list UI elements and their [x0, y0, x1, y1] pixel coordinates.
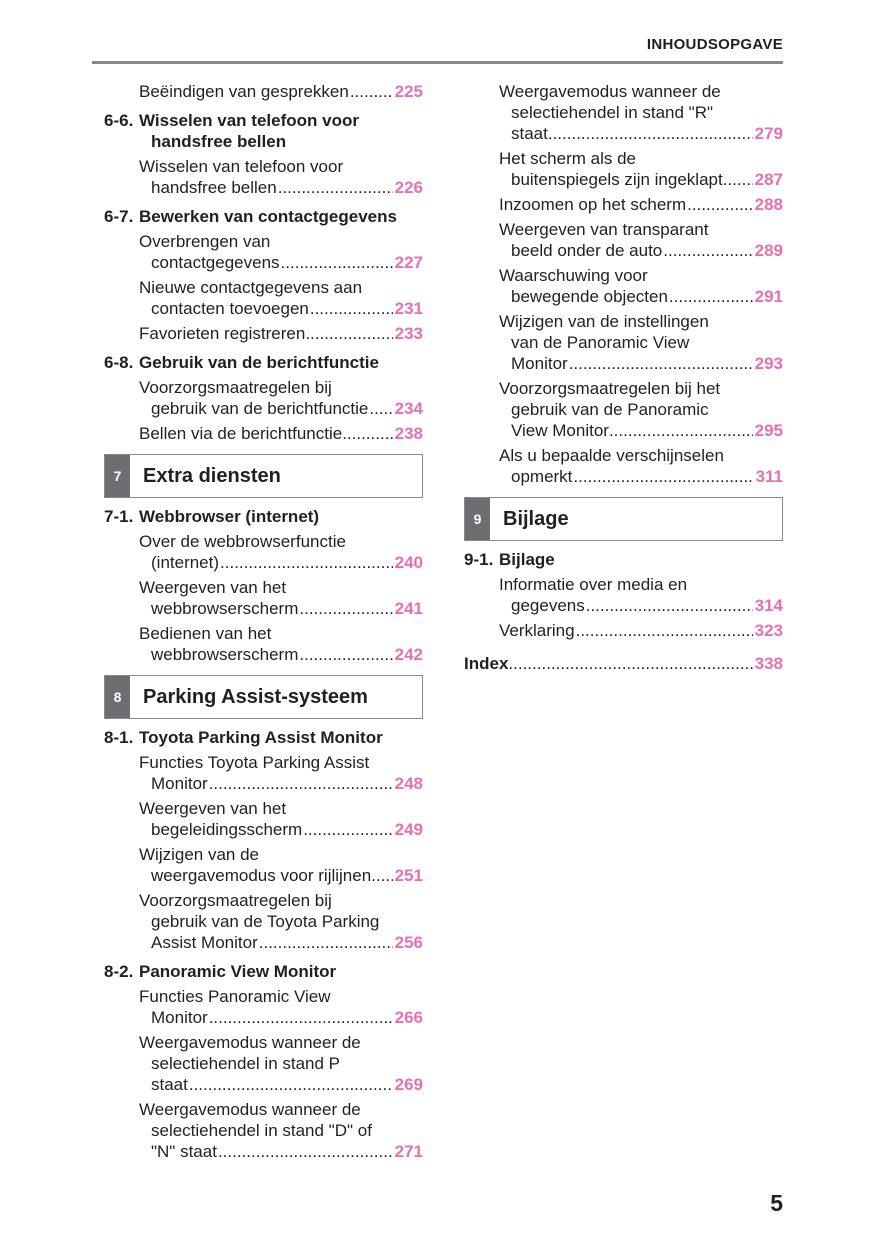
entry-text: Weergeven van transparant — [499, 220, 709, 239]
page-ref[interactable]: 269 — [394, 1075, 423, 1094]
toc-entry[interactable] — [464, 194, 783, 215]
entry-text: bewegende objecten — [511, 287, 668, 306]
toc-entry[interactable] — [464, 378, 783, 441]
entry-text: Nieuwe contactgegevens aan — [139, 278, 363, 297]
entry-text: selectiehendel in stand "R" — [511, 103, 714, 122]
chapter-title: Bijlage — [503, 507, 569, 530]
header-title: INHOUDSOPGAVE — [646, 36, 783, 53]
entry-text: Favorieten registreren — [139, 324, 306, 343]
section-number: 8-2. — [104, 962, 134, 981]
entry-text: Weergavemodus wanneer de — [499, 82, 721, 101]
entry-text: Functies Panoramic View — [139, 987, 331, 1006]
section-heading — [104, 206, 423, 227]
entry-text: buitenspiegels zijn ingeklapt — [511, 170, 723, 189]
toc-entry[interactable] — [104, 531, 423, 573]
entry-text: selectiehendel in stand P — [151, 1054, 341, 1073]
entry-text: Beëindigen van gesprekken — [139, 82, 349, 101]
toc-entry[interactable] — [104, 623, 423, 665]
section-heading — [104, 961, 423, 982]
section-title: Bijlage — [499, 550, 555, 569]
entry-text: staat — [151, 1075, 188, 1094]
entry-text: weergavemodus voor rijlijnen — [151, 866, 372, 885]
page-ref[interactable]: 225 — [394, 82, 423, 101]
page-ref[interactable]: 238 — [394, 424, 423, 443]
page-ref[interactable]: 227 — [394, 253, 423, 272]
section-number: 7-1. — [104, 507, 134, 526]
toc-entry[interactable] — [464, 265, 783, 307]
page-ref[interactable]: 279 — [754, 124, 783, 143]
page-ref[interactable]: 293 — [754, 354, 783, 373]
section-title: Toyota Parking Assist Monitor — [139, 728, 383, 747]
page-number: 5 — [770, 1190, 783, 1216]
chapter-9-header[interactable] — [464, 497, 783, 541]
chapter-title: Parking Assist-systeem — [143, 685, 368, 708]
page-ref[interactable]: 233 — [394, 324, 423, 343]
entry-text: Informatie over media en — [499, 575, 688, 594]
section-heading — [104, 352, 423, 373]
page-ref[interactable]: 249 — [394, 820, 423, 839]
section-heading — [104, 727, 423, 748]
entry-text: Wijzigen van de instellingen — [499, 312, 709, 331]
chapter-number: 7 — [105, 455, 130, 497]
toc-entry[interactable] — [104, 277, 423, 319]
toc-entry[interactable] — [104, 890, 423, 953]
section-number: 9-1. — [464, 550, 494, 569]
toc-entry[interactable] — [104, 798, 423, 840]
entry-text: selectiehendel in stand "D" of — [151, 1121, 372, 1140]
entry-text: Voorzorgsmaatregelen bij — [139, 378, 332, 397]
entry-text: Bedienen van het — [139, 624, 272, 643]
entry-text: Overbrengen van — [139, 232, 271, 251]
page-ref[interactable]: 287 — [754, 170, 783, 189]
entry-text: View Monitor — [511, 421, 609, 440]
chapter-8-header[interactable] — [104, 675, 423, 719]
entry-text: gebruik van de Panoramic — [511, 400, 709, 419]
section-title: Webbrowser (internet) — [139, 507, 320, 526]
section-title: Panoramic View Monitor — [139, 962, 337, 981]
page-ref[interactable]: 242 — [394, 645, 423, 664]
chapter-number: 9 — [465, 498, 490, 540]
entry-text: "N" staat — [151, 1142, 217, 1161]
entry-text: gegevens — [511, 596, 585, 615]
entry-text: contactgegevens — [151, 253, 280, 272]
toc-entry[interactable] — [464, 219, 783, 261]
entry-text: Het scherm als de — [499, 149, 636, 168]
toc-entry[interactable] — [104, 377, 423, 419]
page-ref[interactable]: 251 — [394, 866, 423, 885]
entry-text: Assist Monitor — [151, 933, 258, 952]
left-column — [104, 80, 423, 1162]
toc-entry[interactable] — [464, 81, 783, 144]
page-ref[interactable]: 271 — [394, 1142, 423, 1161]
entry-text: Weergeven van het — [139, 799, 287, 818]
toc-entry[interactable] — [464, 620, 783, 641]
section-title: Wisselen van telefoon voor — [139, 111, 359, 130]
entry-text: Als u bepaalde verschijnselen — [499, 446, 724, 465]
toc-entry[interactable] — [104, 1032, 423, 1095]
entry-text: Verklaring — [499, 621, 575, 640]
toc-entry[interactable] — [464, 148, 783, 190]
toc-entry[interactable] — [104, 423, 423, 444]
entry-text: Over de webbrowserfunctie — [139, 532, 346, 551]
right-column — [464, 80, 783, 674]
page-ref[interactable]: 266 — [394, 1008, 423, 1027]
entry-text: handsfree bellen — [151, 178, 277, 197]
entry-text: Functies Toyota Parking Assist — [139, 753, 370, 772]
entry-text: webbrowserscherm — [151, 599, 299, 618]
entry-text: Voorzorgsmaatregelen bij — [139, 891, 332, 910]
page-ref[interactable]: 289 — [754, 241, 783, 260]
page-ref[interactable]: 240 — [394, 553, 423, 572]
entry-text: begeleidingsscherm — [151, 820, 303, 839]
entry-text: opmerkt — [511, 467, 573, 486]
page-ref[interactable]: 226 — [394, 178, 423, 197]
toc-entry[interactable] — [104, 577, 423, 619]
section-number: 6-7. — [104, 207, 134, 226]
page-ref[interactable]: 338 — [754, 654, 783, 673]
page-ref[interactable]: 291 — [754, 287, 783, 306]
entry-text: gebruik van de Toyota Parking — [151, 912, 380, 931]
section-number: 6-6. — [104, 111, 134, 130]
entry-text: Waarschuwing voor — [499, 266, 648, 285]
section-heading — [464, 549, 783, 570]
toc-entry[interactable] — [464, 445, 783, 487]
entry-text: Weergavemodus wanneer de — [139, 1033, 361, 1052]
page-ref[interactable]: 234 — [394, 399, 423, 418]
entry-text: van de Panoramic View — [511, 333, 690, 352]
entry-text: Wijzigen van de — [139, 845, 260, 864]
entry-text: Voorzorgsmaatregelen bij het — [499, 379, 721, 398]
entry-text: staat — [511, 124, 548, 143]
entry-text: (internet) — [151, 553, 220, 572]
toc-entry[interactable] — [104, 752, 423, 794]
entry-text: Weergavemodus wanneer de — [139, 1100, 361, 1119]
toc-entry[interactable] — [464, 574, 783, 616]
section-title-cont: handsfree bellen — [151, 132, 287, 151]
page-ref[interactable]: 311 — [755, 467, 783, 486]
toc-entry[interactable] — [104, 231, 423, 273]
page-ref[interactable]: 288 — [754, 195, 783, 214]
section-title: Bewerken van contactgegevens — [139, 207, 397, 226]
page-ref[interactable]: 323 — [754, 621, 783, 640]
index-label: Index — [464, 654, 509, 673]
chapter-number: 8 — [105, 676, 130, 718]
toc-entry[interactable] — [104, 844, 423, 886]
entry-text: Monitor — [511, 354, 568, 373]
entry-text: webbrowserscherm — [151, 645, 299, 664]
entry-text: contacten toevoegen — [151, 299, 309, 318]
section-number: 8-1. — [104, 728, 134, 747]
entry-text: Weergeven van het — [139, 578, 287, 597]
chapter-7-header[interactable] — [104, 454, 423, 498]
page-ref[interactable]: 241 — [394, 599, 423, 618]
entry-text: gebruik van de berichtfunctie — [151, 399, 369, 418]
toc-entry[interactable] — [464, 311, 783, 374]
toc-entry[interactable] — [104, 323, 423, 344]
entry-text: Wisselen van telefoon voor — [139, 157, 344, 176]
page-ref[interactable]: 295 — [754, 421, 783, 440]
section-title: Gebruik van de berichtfunctie — [139, 353, 379, 372]
chapter-title: Extra diensten — [143, 464, 281, 487]
toc-entry[interactable] — [104, 1099, 423, 1162]
header-rule — [92, 61, 783, 64]
section-heading — [104, 110, 423, 152]
page-ref[interactable]: 314 — [754, 596, 783, 615]
section-number: 6-8. — [104, 353, 134, 372]
page-ref[interactable]: 231 — [394, 299, 423, 318]
section-heading — [104, 506, 423, 527]
toc-entry[interactable] — [104, 986, 423, 1028]
toc-entry[interactable] — [104, 81, 423, 102]
index-entry[interactable] — [464, 653, 783, 674]
entry-text: Monitor — [151, 1008, 208, 1027]
entry-text: Bellen via de berichtfunctie — [139, 424, 343, 443]
page-ref[interactable]: 248 — [394, 774, 423, 793]
page-ref[interactable]: 256 — [394, 933, 423, 952]
entry-text: Inzoomen op het scherm — [499, 195, 687, 214]
entry-text: Monitor — [151, 774, 208, 793]
toc-entry[interactable] — [104, 156, 423, 198]
entry-text: beeld onder de auto — [511, 241, 663, 260]
